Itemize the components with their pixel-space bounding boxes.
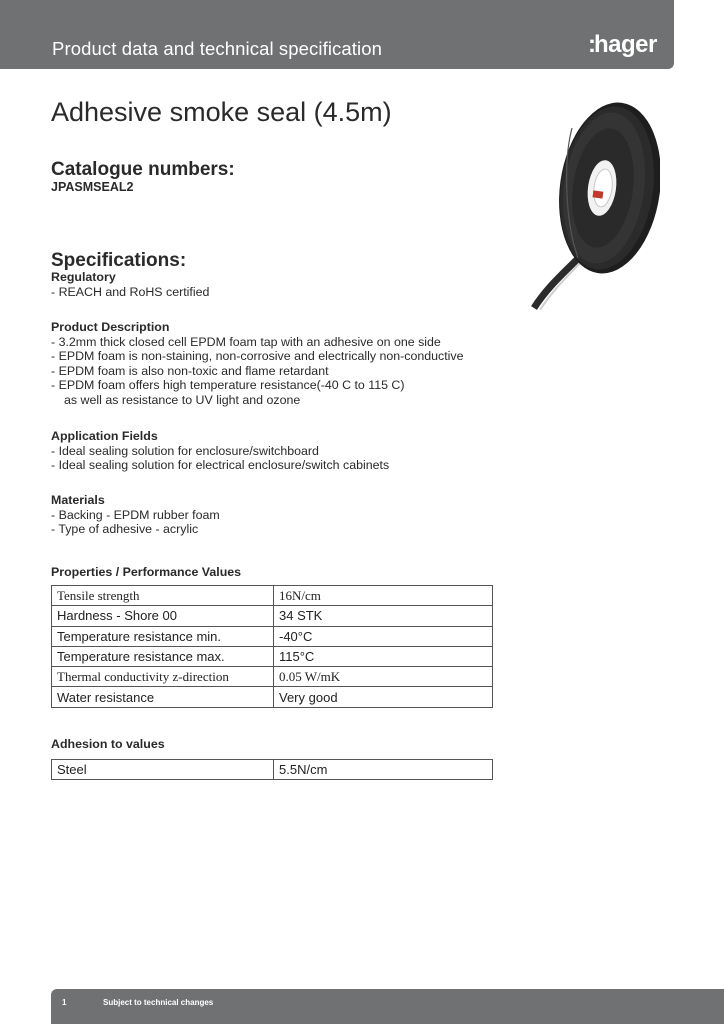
- list-item: - Ideal sealing solution for enclosure/switchboard: [51, 443, 319, 458]
- page-number: 1: [62, 998, 67, 1007]
- catalogue-number: JPASMSEAL2: [51, 180, 134, 194]
- adhesion-value: 5.5N/cm: [274, 760, 493, 780]
- table-row: [52, 687, 493, 707]
- product-description-section: [51, 320, 464, 408]
- adhesion-label: Steel: [52, 760, 274, 780]
- list-item: - Ideal sealing solution for electrical enclosure/switch cabinets: [51, 458, 390, 473]
- materials-section: [51, 493, 220, 537]
- property-label: Temperature resistance max.: [52, 646, 274, 666]
- property-value: 16N/cm: [274, 586, 493, 606]
- regulatory-section: [51, 270, 209, 299]
- property-label: Water resistance: [52, 687, 274, 707]
- property-value: 115°C: [274, 646, 493, 666]
- property-value: 34 STK: [274, 606, 493, 626]
- property-label: Temperature resistance min.: [52, 626, 274, 646]
- list-item: - EPDM foam offers high temperature resistance(-40 C to 115 C): [51, 378, 405, 393]
- product-description-title: Product Description: [51, 320, 170, 334]
- table-row: [52, 586, 493, 606]
- property-value: -40°C: [274, 626, 493, 646]
- list-item: - Type of adhesive - acrylic: [51, 522, 199, 537]
- table-row: [52, 760, 493, 780]
- hager-logo: :hager: [588, 31, 657, 58]
- adhesion-table: [51, 759, 493, 780]
- materials-title: Materials: [51, 493, 105, 507]
- list-item: - REACH and RoHS certified: [51, 284, 210, 299]
- tape-roll-image: [520, 98, 660, 310]
- header-title: Product data and technical specification: [52, 38, 383, 59]
- list-item: - Backing - EPDM rubber foam: [51, 507, 220, 522]
- table-row: [52, 646, 493, 666]
- footer-note: Subject to technical changes: [103, 998, 214, 1007]
- table-row: [52, 626, 493, 646]
- property-value: Very good: [274, 687, 493, 707]
- list-item: - 3.2mm thick closed cell EPDM foam tap with an adhesive on one side: [51, 334, 441, 349]
- adhesion-heading: Adhesion to values: [51, 737, 165, 751]
- list-item: - EPDM foam is also non-toxic and flame retardant: [51, 363, 329, 378]
- list-item-continuation: as well as resistance to UV light and ozone: [64, 392, 301, 407]
- property-label: Hardness - Shore 00: [52, 606, 274, 626]
- specifications-heading: Specifications:: [51, 250, 187, 271]
- property-label: Thermal conductivity z-direction: [52, 667, 274, 687]
- table-row: [52, 667, 493, 687]
- properties-heading: Properties / Performance Values: [51, 565, 242, 579]
- application-fields-title: Application Fields: [51, 429, 158, 443]
- properties-table: [51, 585, 493, 708]
- table-row: [52, 606, 493, 626]
- document-title: Adhesive smoke seal (4.5m): [51, 97, 392, 127]
- regulatory-title: Regulatory: [51, 270, 116, 284]
- application-fields-section: [51, 429, 389, 473]
- property-value: 0.05 W/mK: [274, 667, 493, 687]
- list-item: - EPDM foam is non-staining, non-corrosive and electrically non-conductive: [51, 349, 464, 364]
- property-label: Tensile strength: [52, 586, 274, 606]
- catalogue-heading: Catalogue numbers:: [51, 159, 235, 180]
